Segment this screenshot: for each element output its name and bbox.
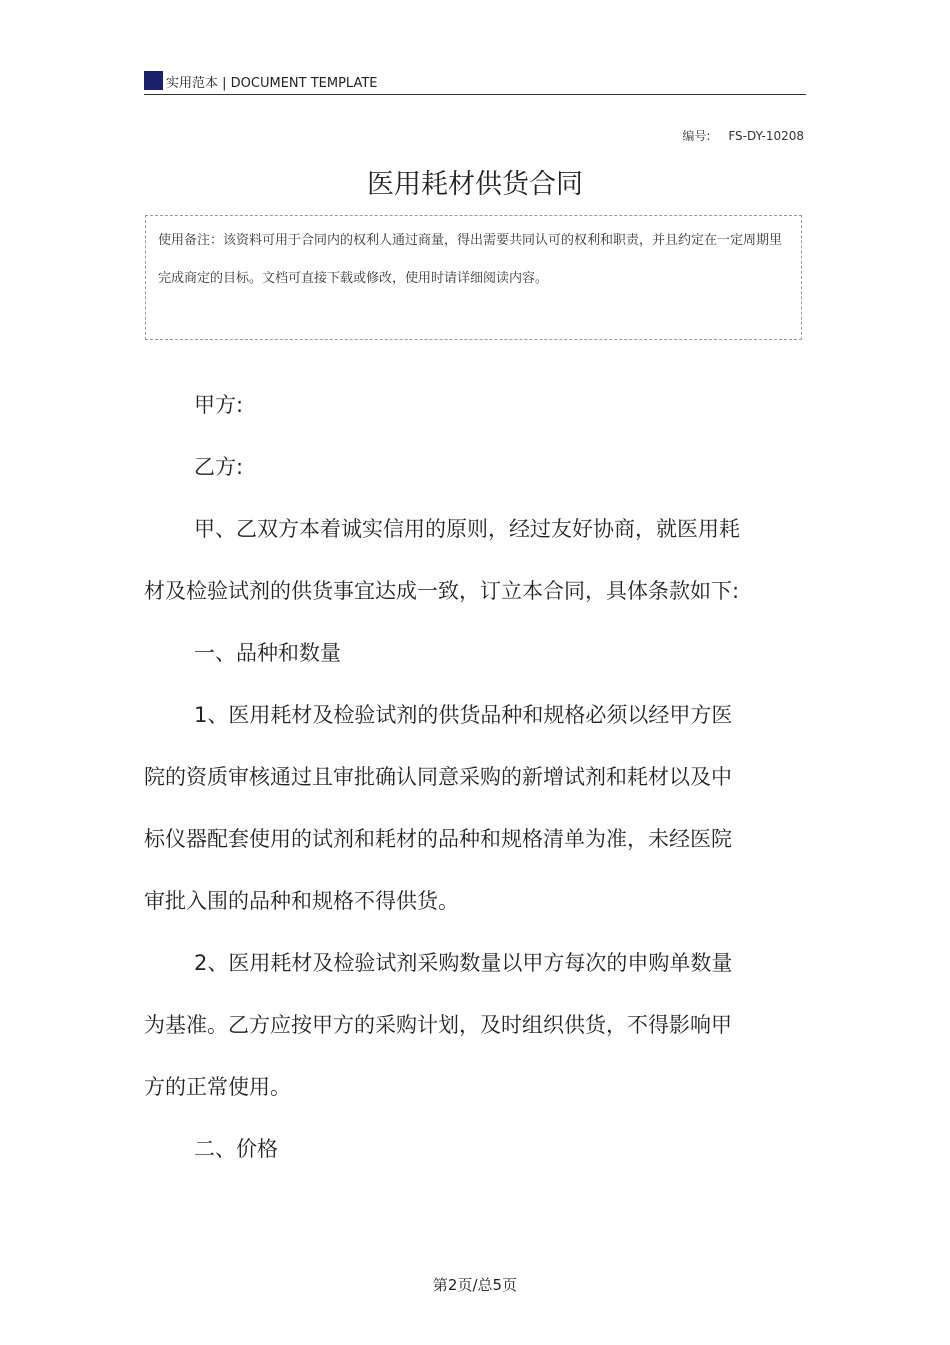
preamble-paragraph: 甲、乙双方本着诚实信用的原则，经过友好协商，就医用耗材及检验试剂的供货事宜达成一致，订立本合同，具体条款如下: <box>144 517 740 603</box>
section-heading-price: 二、价格 <box>194 1137 278 1161</box>
document-title: 医用耗材供货合同 <box>367 169 583 200</box>
document-number-value: FS-DY-10208 <box>728 129 804 143</box>
section-heading-variety: 一、品种和数量 <box>194 641 341 665</box>
logo-square-icon <box>144 71 163 90</box>
party-a-line: 甲方: <box>194 393 244 417</box>
page-footer: 第2页/总5页 <box>432 1276 518 1294</box>
page-header <box>144 68 806 95</box>
usage-note-box <box>145 215 802 340</box>
header-label: 实用范本 | DOCUMENT TEMPLATE <box>166 76 378 91</box>
contract-body <box>144 374 744 1180</box>
usage-note-text: 使用备注：该资料可用于合同内的权利人通过商量，得出需要共同认可的权利和职责，并且约定在一定周期里完成商定的目标。文档可直接下载或修改，使用时请详细阅读内容。 <box>158 233 783 286</box>
party-b-line: 乙方: <box>194 455 244 479</box>
clause-paragraph: 2、医用耗材及检验试剂采购数量以甲方每次的申购单数量为基准。乙方应按甲方的采购计划，及时组织供货，不得影响甲方的正常使用。 <box>144 951 733 1099</box>
document-number-label: 编号: <box>682 129 711 143</box>
clause-paragraph: 1、医用耗材及检验试剂的供货品种和规格必须以经甲方医院的资质审核通过且审批确认同意采购的新增试剂和耗材以及中标仪器配套使用的试剂和耗材的品种和规格清单为准，未经医院审批入围的品种和规格不得供货。 <box>144 703 733 913</box>
document-number <box>682 127 804 144</box>
